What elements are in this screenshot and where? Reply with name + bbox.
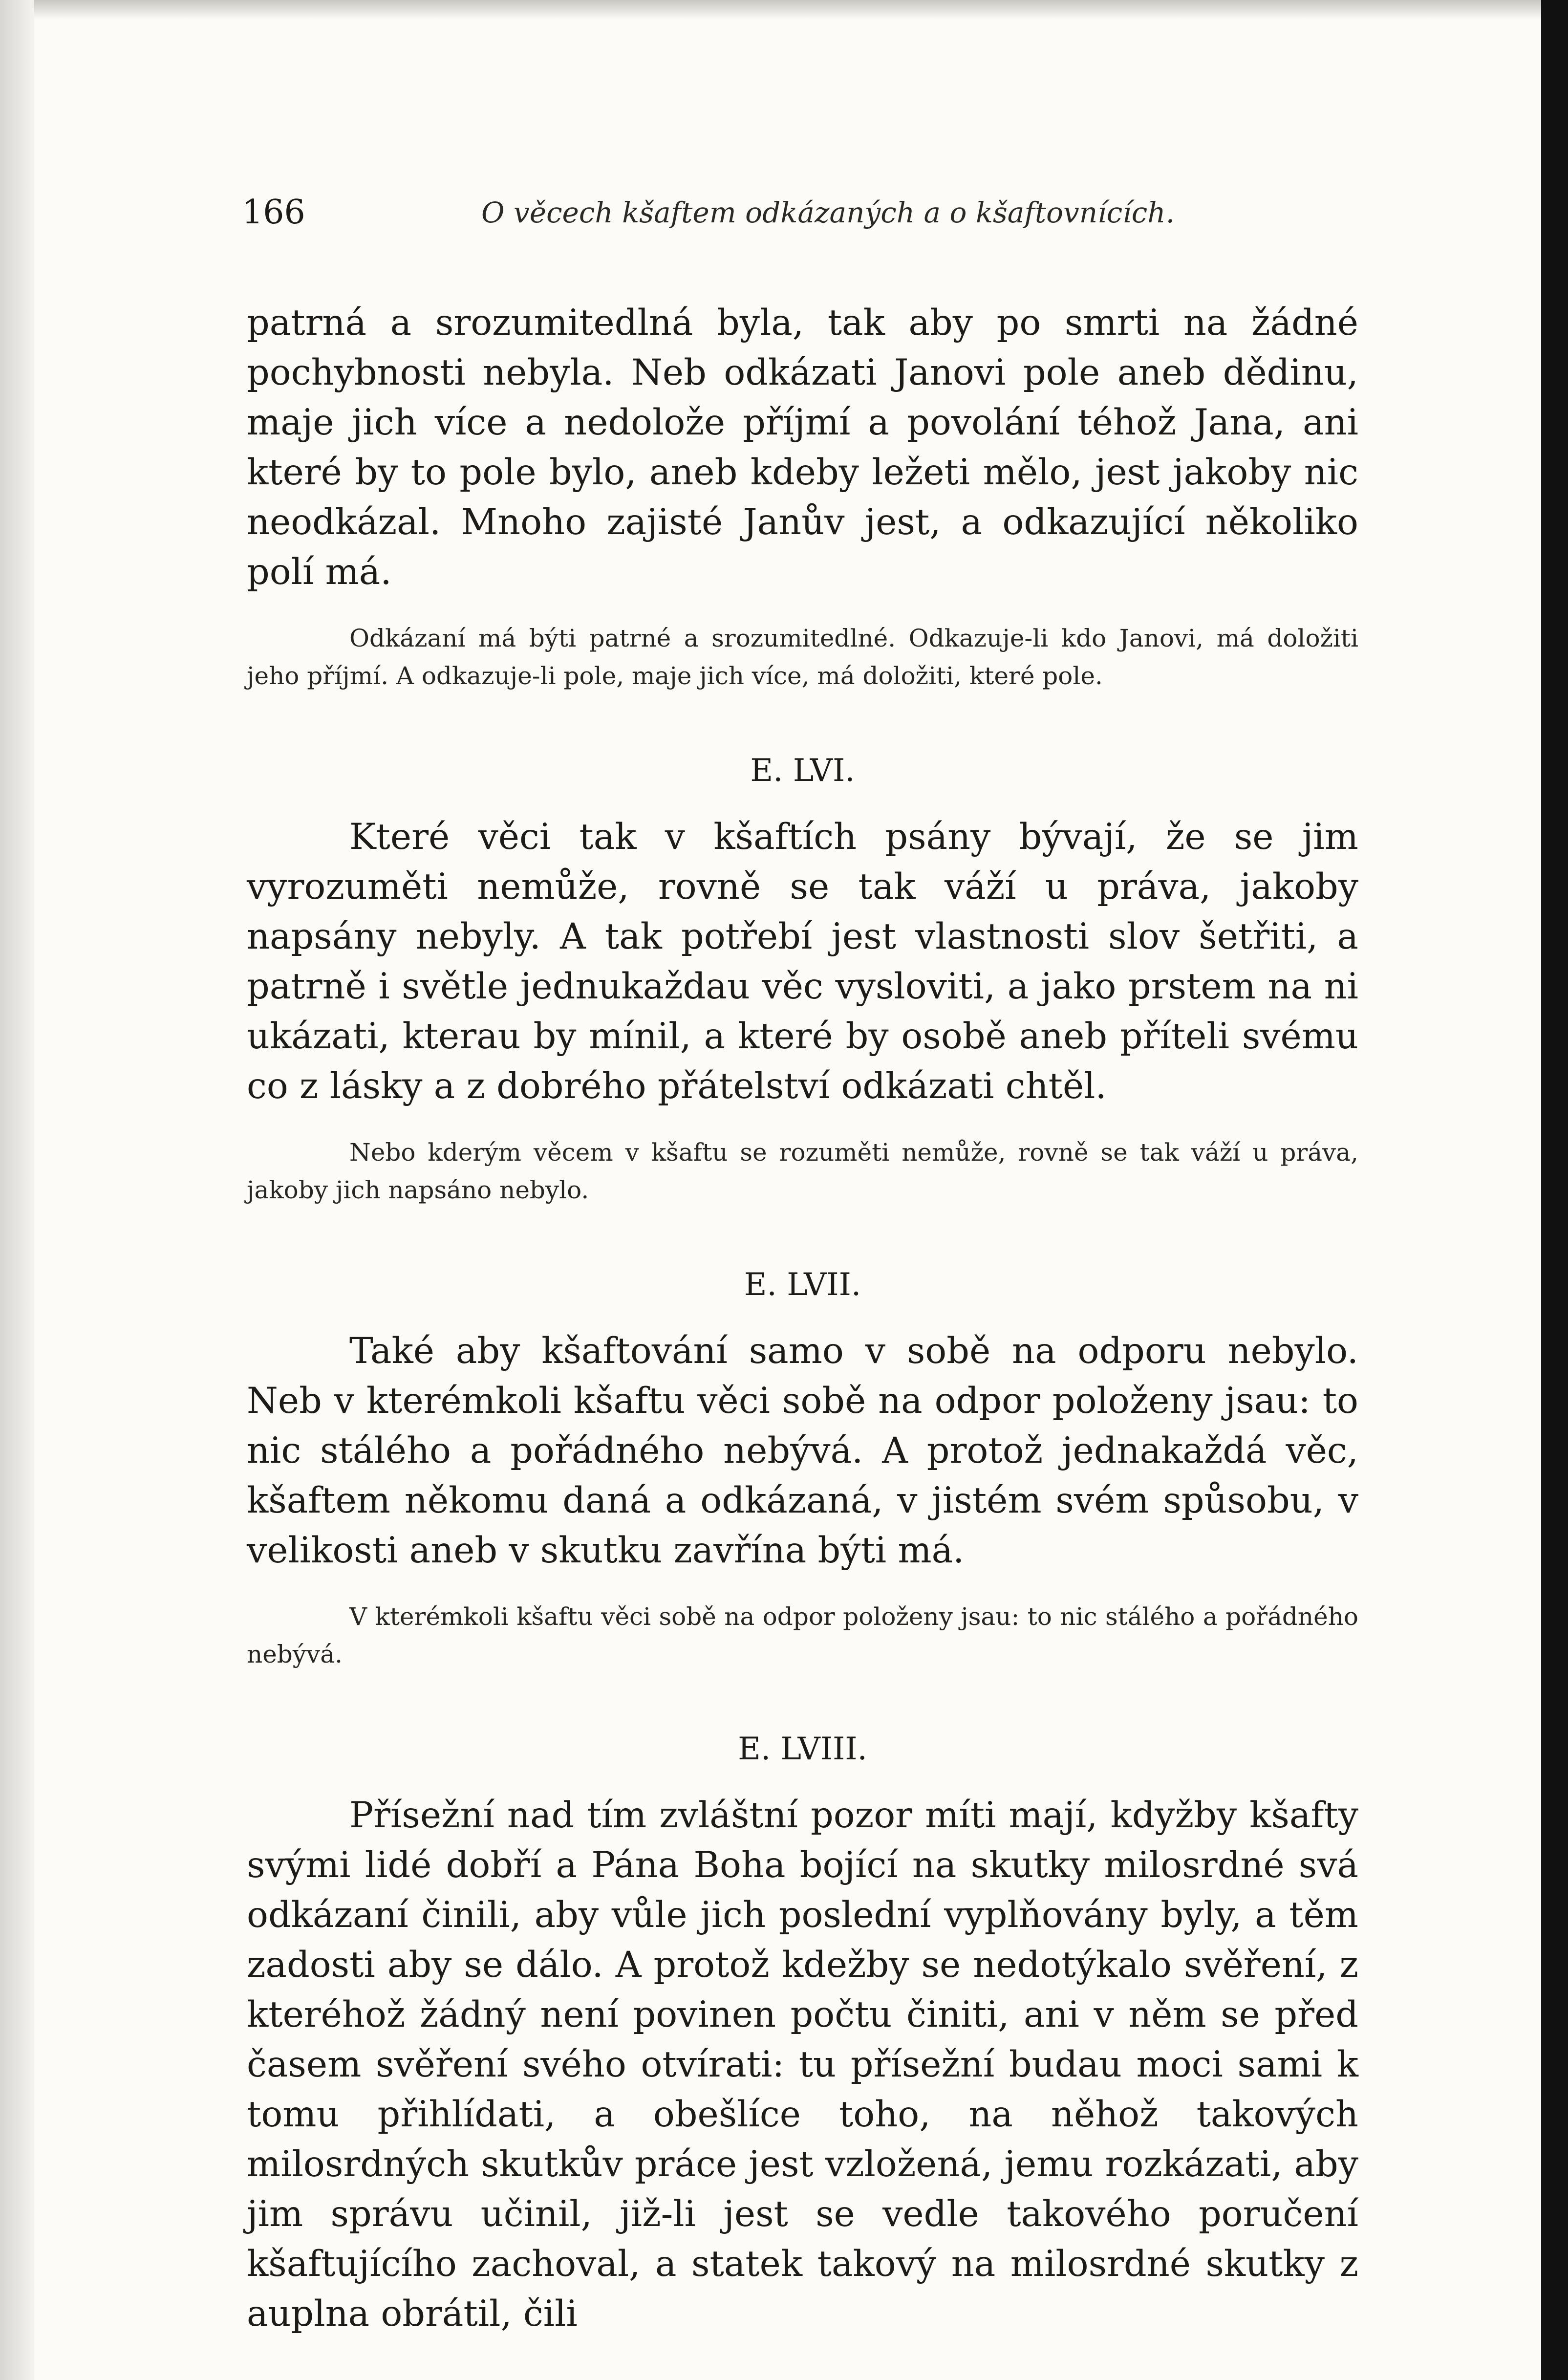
section-note-lvii: V kterémkoli kšaftu věci sobě na odpor položeny jsau: to nic stálého a pořádného nebývá. xyxy=(247,1602,1358,1668)
text-block xyxy=(242,186,1358,2339)
marginal-summary-note: Odkázaní má býti patrné a srozumitedlné. Odkazuje-li kdo Janovi, má doložiti jeho příjmí. A odkazuje-li pole, maje jich více, má doložiti, které pole. xyxy=(247,624,1358,690)
running-head xyxy=(242,186,1358,239)
scan-shadow-top xyxy=(0,0,1568,20)
scan-border-right xyxy=(1541,0,1568,2380)
section-heading-lvii: E. LVII. xyxy=(744,1267,861,1303)
paragraph-continued: patrná a srozumitedlná byla, tak aby po smrti na žádné pochybnosti nebyla. Neb odkázati Janovi pole aneb dědinu, maje jich více a nedolože příjmí a povolání téhož Jana, ani které by to pole bylo, aneb kdeby ležeti mělo, jest jakoby nic neodkázal. Mnoho zajisté Janův jest, a odkazující několiko polí má. xyxy=(247,302,1358,593)
section-heading-lviii: E. LVIII. xyxy=(738,1731,867,1767)
section-text-lviii: Přísežní nad tím zvláštní pozor míti mají, kdyžby kšafty svými lidé dobří a Pána Boha bojící na skutky milosrdné svá odkázaní činili, aby vůle jich poslední vyplňovány byly, a těm zadosti aby se dálo. A protož kdežby se nedotýkalo svěření, z kteréhož žádný není povinen počtu činiti, ani v něm se před časem svěření svého otvírati: tu přísežní budau moci sami k tomu přihlídati, a obešlíce toho, na něhož takových milosrdných skutkův práce jest vzložená, jemu rozkázati, aby jim správu učinil, již-li jest se vedle takového poručení kšaftujícího zachoval, a statek takový na milosrdné skutky z auplna obrátil, čili xyxy=(247,1795,1358,2335)
section-text-lvii: Také aby kšaftování samo v sobě na odporu nebylo. Neb v kterémkoli kšaftu věci sobě na odpor položeny jsau: to nic stálého a pořádného nebývá. A protož jednakaždá věc, kšaftem někomu daná a odkázaná, v jistém svém spůsobu, v velikosti aneb v skutku zavřína býti má. xyxy=(247,1330,1358,1571)
page-number: 166 xyxy=(242,193,305,232)
section-heading-lvi: E. LVI. xyxy=(750,753,855,789)
running-title: O věcech kšaftem odkázaných a o kšaftovnících. xyxy=(481,196,1175,229)
section-note-lvi: Nebo kderým věcem v kšaftu se rozuměti nemůže, rovně se tak váží u práva, jakoby jich napsáno nebylo. xyxy=(247,1138,1358,1204)
scan-shadow-left xyxy=(0,0,34,2380)
section-text-lvi: Které věci tak v kšaftích psány bývají, že se jim vyrozuměti nemůže, rovně se tak váží u práva, jakoby napsány nebyly. A tak potřebí jest vlastnosti slov šetřiti, a patrně i světle jednukaždau věc vysloviti, a jako prstem na ni ukázati, kterau by mínil, a které by osobě aneb příteli svému co z lásky a z dobrého přátelství odkázati chtěl. xyxy=(247,816,1358,1107)
